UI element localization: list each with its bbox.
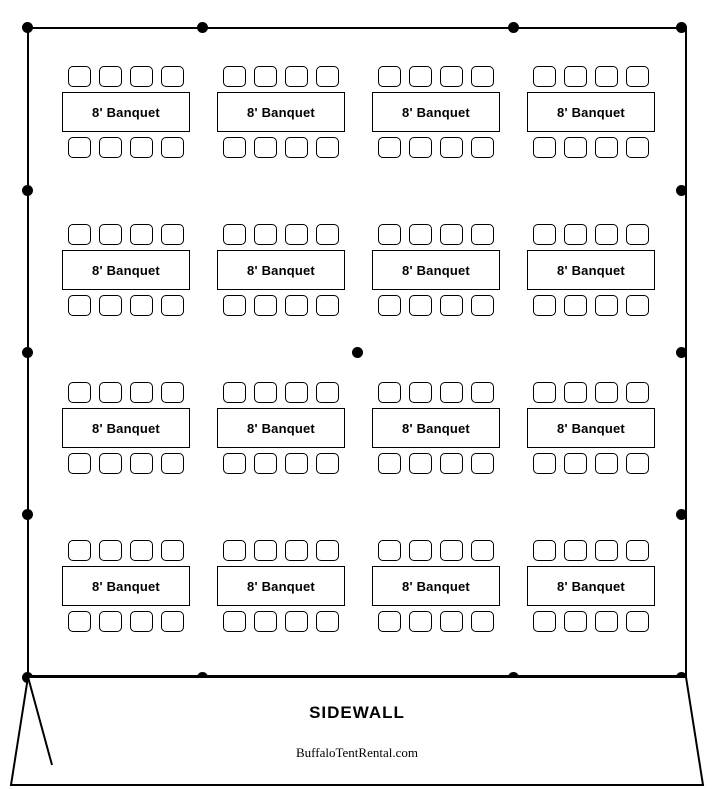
chair-row-top	[68, 382, 184, 403]
chair-icon[interactable]	[533, 611, 556, 632]
chair-icon[interactable]	[440, 382, 463, 403]
tent-pole-marker	[22, 185, 33, 196]
banquet-table-group[interactable]	[372, 224, 500, 316]
chair-row-bottom	[223, 453, 339, 474]
chair-icon[interactable]	[254, 453, 277, 474]
chair-icon[interactable]	[409, 137, 432, 158]
chair-icon[interactable]	[564, 540, 587, 561]
chair-icon[interactable]	[564, 382, 587, 403]
chair-icon[interactable]	[130, 137, 153, 158]
sidewall-area	[0, 675, 714, 789]
tent-pole-marker	[676, 185, 687, 196]
chair-icon[interactable]	[378, 453, 401, 474]
chair-icon[interactable]	[285, 295, 308, 316]
tent-pole-marker	[22, 347, 33, 358]
banquet-table-label: 8' Banquet	[217, 408, 345, 448]
chair-icon[interactable]	[285, 540, 308, 561]
banquet-table-label: 8' Banquet	[217, 92, 345, 132]
chair-icon[interactable]	[378, 540, 401, 561]
chair-icon[interactable]	[99, 137, 122, 158]
chair-icon[interactable]	[626, 224, 649, 245]
chair-icon[interactable]	[626, 382, 649, 403]
chair-icon[interactable]	[223, 382, 246, 403]
chair-icon[interactable]	[626, 453, 649, 474]
chair-icon[interactable]	[316, 382, 339, 403]
tent-pole-marker	[676, 347, 687, 358]
chair-row-top	[378, 66, 494, 87]
chair-row-bottom	[223, 137, 339, 158]
chair-icon[interactable]	[68, 611, 91, 632]
chair-icon[interactable]	[595, 224, 618, 245]
chair-icon[interactable]	[409, 382, 432, 403]
banquet-table-group[interactable]	[217, 540, 345, 632]
chair-icon[interactable]	[471, 224, 494, 245]
chair-row-bottom	[378, 611, 494, 632]
tent-pole-marker	[676, 509, 687, 520]
banquet-table-label: 8' Banquet	[62, 566, 190, 606]
chair-icon[interactable]	[161, 66, 184, 87]
chair-icon[interactable]	[471, 295, 494, 316]
chair-icon[interactable]	[409, 540, 432, 561]
chair-icon[interactable]	[99, 611, 122, 632]
chair-icon[interactable]	[161, 611, 184, 632]
chair-icon[interactable]	[161, 295, 184, 316]
chair-icon[interactable]	[285, 453, 308, 474]
banquet-table-label: 8' Banquet	[62, 408, 190, 448]
chair-icon[interactable]	[130, 295, 153, 316]
chair-icon[interactable]	[595, 295, 618, 316]
chair-row-bottom	[68, 453, 184, 474]
chair-icon[interactable]	[68, 224, 91, 245]
chair-icon[interactable]	[440, 540, 463, 561]
chair-icon[interactable]	[471, 611, 494, 632]
chair-icon[interactable]	[471, 66, 494, 87]
banquet-table-group[interactable]	[372, 66, 500, 158]
chair-icon[interactable]	[440, 453, 463, 474]
banquet-table-label: 8' Banquet	[372, 250, 500, 290]
chair-icon[interactable]	[595, 611, 618, 632]
chair-icon[interactable]	[626, 137, 649, 158]
banquet-table-label: 8' Banquet	[527, 408, 655, 448]
chair-row-top	[378, 382, 494, 403]
chair-icon[interactable]	[626, 66, 649, 87]
chair-icon[interactable]	[316, 295, 339, 316]
banquet-table-label: 8' Banquet	[372, 92, 500, 132]
chair-icon[interactable]	[378, 611, 401, 632]
chair-icon[interactable]	[378, 66, 401, 87]
chair-row-top	[378, 224, 494, 245]
chair-icon[interactable]	[285, 66, 308, 87]
chair-row-bottom	[68, 295, 184, 316]
chair-row-bottom	[533, 137, 649, 158]
chair-icon[interactable]	[161, 382, 184, 403]
banquet-table-group[interactable]	[527, 224, 655, 316]
chair-icon[interactable]	[99, 540, 122, 561]
chair-icon[interactable]	[130, 540, 153, 561]
banquet-table-label: 8' Banquet	[62, 92, 190, 132]
chair-icon[interactable]	[440, 137, 463, 158]
banquet-table-label: 8' Banquet	[527, 250, 655, 290]
chair-row-bottom	[533, 453, 649, 474]
chair-icon[interactable]	[440, 224, 463, 245]
banquet-table-group[interactable]	[217, 224, 345, 316]
chair-icon[interactable]	[99, 66, 122, 87]
chair-icon[interactable]	[130, 611, 153, 632]
tent-pole-marker	[22, 22, 33, 33]
chair-icon[interactable]	[254, 540, 277, 561]
chair-icon[interactable]	[99, 453, 122, 474]
chair-icon[interactable]	[68, 295, 91, 316]
chair-row-top	[378, 540, 494, 561]
tent-pole-marker	[352, 347, 363, 358]
chair-icon[interactable]	[223, 453, 246, 474]
chair-row-top	[533, 382, 649, 403]
chair-row-bottom	[378, 137, 494, 158]
banquet-table-group[interactable]	[527, 66, 655, 158]
chair-icon[interactable]	[626, 611, 649, 632]
tent-pole-marker	[508, 22, 519, 33]
chair-row-top	[68, 540, 184, 561]
banquet-table-group[interactable]	[62, 540, 190, 632]
chair-row-bottom	[378, 453, 494, 474]
tent-pole-marker	[22, 509, 33, 520]
chair-icon[interactable]	[533, 382, 556, 403]
chair-icon[interactable]	[564, 137, 587, 158]
chair-icon[interactable]	[99, 224, 122, 245]
banquet-table-group[interactable]	[62, 382, 190, 474]
chair-icon[interactable]	[254, 611, 277, 632]
chair-icon[interactable]	[409, 295, 432, 316]
chair-row-bottom	[378, 295, 494, 316]
chair-icon[interactable]	[626, 540, 649, 561]
chair-icon[interactable]	[130, 382, 153, 403]
chair-icon[interactable]	[316, 66, 339, 87]
chair-icon[interactable]	[99, 382, 122, 403]
chair-icon[interactable]	[533, 453, 556, 474]
chair-icon[interactable]	[161, 137, 184, 158]
chair-icon[interactable]	[440, 611, 463, 632]
chair-icon[interactable]	[68, 137, 91, 158]
chair-icon[interactable]	[161, 540, 184, 561]
chair-row-top	[223, 382, 339, 403]
chair-icon[interactable]	[533, 137, 556, 158]
chair-icon[interactable]	[564, 295, 587, 316]
chair-icon[interactable]	[254, 382, 277, 403]
chair-icon[interactable]	[316, 137, 339, 158]
banquet-table-label: 8' Banquet	[527, 92, 655, 132]
chair-row-top	[223, 540, 339, 561]
chair-icon[interactable]	[254, 137, 277, 158]
chair-icon[interactable]	[409, 453, 432, 474]
banquet-table-label: 8' Banquet	[62, 250, 190, 290]
chair-icon[interactable]	[316, 224, 339, 245]
chair-icon[interactable]	[316, 540, 339, 561]
chair-row-top	[533, 224, 649, 245]
chair-icon[interactable]	[68, 453, 91, 474]
sidewall-label: SIDEWALL	[309, 703, 405, 722]
banquet-table-group[interactable]	[372, 382, 500, 474]
chair-icon[interactable]	[68, 382, 91, 403]
chair-icon[interactable]	[223, 137, 246, 158]
banquet-table-group[interactable]	[62, 66, 190, 158]
chair-icon[interactable]	[409, 224, 432, 245]
chair-icon[interactable]	[471, 382, 494, 403]
website-label: BuffaloTentRental.com	[296, 745, 418, 760]
chair-icon[interactable]	[378, 295, 401, 316]
banquet-table-label: 8' Banquet	[527, 566, 655, 606]
chair-icon[interactable]	[285, 224, 308, 245]
chair-icon[interactable]	[68, 66, 91, 87]
chair-icon[interactable]	[378, 224, 401, 245]
chair-icon[interactable]	[254, 295, 277, 316]
chair-icon[interactable]	[316, 453, 339, 474]
chair-icon[interactable]	[471, 453, 494, 474]
chair-icon[interactable]	[471, 137, 494, 158]
tent-pole-marker	[197, 22, 208, 33]
chair-icon[interactable]	[595, 540, 618, 561]
chair-icon[interactable]	[254, 66, 277, 87]
chair-icon[interactable]	[161, 453, 184, 474]
chair-icon[interactable]	[285, 137, 308, 158]
chair-icon[interactable]	[130, 66, 153, 87]
chair-icon[interactable]	[409, 66, 432, 87]
chair-row-bottom	[68, 137, 184, 158]
banquet-table-label: 8' Banquet	[217, 566, 345, 606]
banquet-table-group[interactable]	[527, 540, 655, 632]
banquet-table-group[interactable]	[527, 382, 655, 474]
chair-row-top	[533, 540, 649, 561]
banquet-table-group[interactable]	[62, 224, 190, 316]
chair-icon[interactable]	[378, 382, 401, 403]
chair-icon[interactable]	[223, 540, 246, 561]
chair-row-top	[68, 66, 184, 87]
chair-icon[interactable]	[223, 611, 246, 632]
chair-icon[interactable]	[316, 611, 339, 632]
sidewall-shape	[0, 675, 714, 789]
chair-icon[interactable]	[285, 611, 308, 632]
banquet-table-label: 8' Banquet	[217, 250, 345, 290]
chair-icon[interactable]	[626, 295, 649, 316]
chair-row-top	[223, 224, 339, 245]
chair-icon[interactable]	[254, 224, 277, 245]
chair-icon[interactable]	[564, 453, 587, 474]
chair-icon[interactable]	[471, 540, 494, 561]
chair-row-top	[68, 224, 184, 245]
chair-row-top	[223, 66, 339, 87]
banquet-table-group[interactable]	[372, 540, 500, 632]
chair-icon[interactable]	[99, 295, 122, 316]
chair-icon[interactable]	[564, 66, 587, 87]
chair-icon[interactable]	[378, 137, 401, 158]
chair-icon[interactable]	[130, 453, 153, 474]
chair-row-bottom	[533, 295, 649, 316]
chair-icon[interactable]	[409, 611, 432, 632]
chair-row-bottom	[68, 611, 184, 632]
chair-icon[interactable]	[533, 295, 556, 316]
chair-icon[interactable]	[595, 453, 618, 474]
chair-icon[interactable]	[68, 540, 91, 561]
chair-icon[interactable]	[564, 611, 587, 632]
chair-icon[interactable]	[595, 137, 618, 158]
chair-icon[interactable]	[285, 382, 308, 403]
chair-icon[interactable]	[440, 295, 463, 316]
chair-row-bottom	[223, 611, 339, 632]
chair-icon[interactable]	[223, 66, 246, 87]
chair-icon[interactable]	[223, 224, 246, 245]
chair-icon[interactable]	[533, 540, 556, 561]
banquet-table-group[interactable]	[217, 66, 345, 158]
tent-pole-marker	[676, 22, 687, 33]
chair-row-bottom	[533, 611, 649, 632]
chair-row-bottom	[223, 295, 339, 316]
chair-row-top	[533, 66, 649, 87]
chair-icon[interactable]	[533, 66, 556, 87]
chair-icon[interactable]	[533, 224, 556, 245]
chair-icon[interactable]	[595, 66, 618, 87]
banquet-table-label: 8' Banquet	[372, 408, 500, 448]
chair-icon[interactable]	[595, 382, 618, 403]
chair-icon[interactable]	[161, 224, 184, 245]
banquet-table-label: 8' Banquet	[372, 566, 500, 606]
chair-icon[interactable]	[440, 66, 463, 87]
chair-icon[interactable]	[130, 224, 153, 245]
chair-icon[interactable]	[223, 295, 246, 316]
chair-icon[interactable]	[564, 224, 587, 245]
banquet-table-group[interactable]	[217, 382, 345, 474]
